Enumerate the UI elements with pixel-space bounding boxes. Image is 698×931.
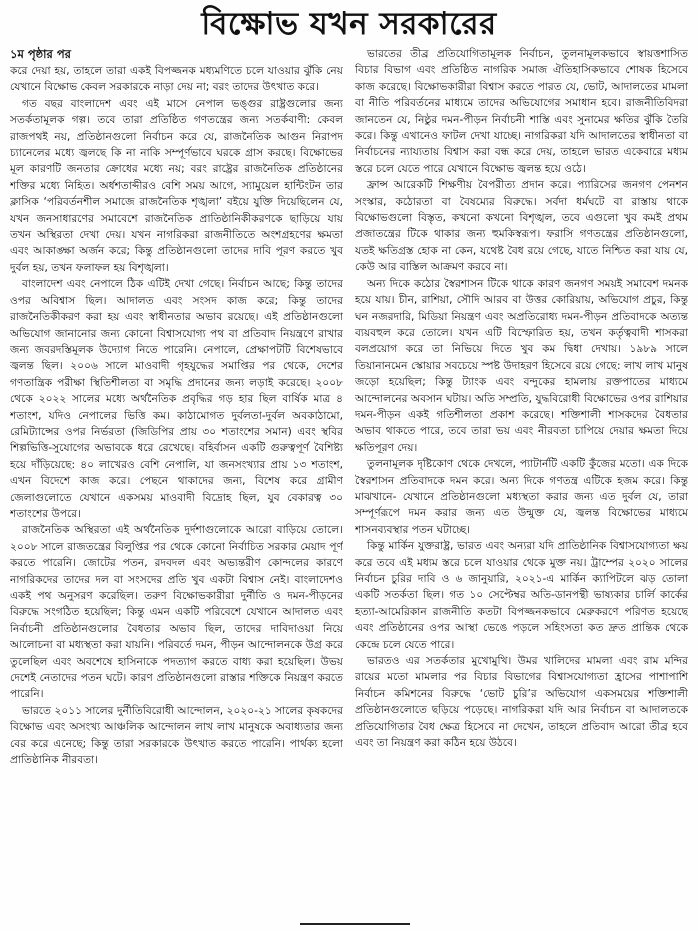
paragraph: তুলনামূলক দৃষ্টিকোণ থেকে দেখলে, প্যাটার্নটি একটি কুঁজের মতো। এক দিকে স্বৈরশাসন প্রতিবাদকে দমন করে। অন্য দিকে গণতন্ত্র এটিকে হজম করে। কিন্তু মাঝখানে- যেখানে প্রতিষ্ঠানগুলো মধ্যস্থতা করার জন্য এত দুর্বল যে, তারা সম্পূর্ণরূপে দমন করার জন্য এত উন্মুক্ত যে, জ্বলন্ত বিক্ষোভের মাধ্যমে শাসনব্যবস্থার পতন ঘটাচ্ছে। [355, 458, 688, 536]
paragraph: ভারতে ২০১১ সালের দুর্নীতিবিরোধী আন্দোলন, ২০২০-২১ সালের কৃষকদের বিক্ষোভ এবং অসংখ্য আঞ্চলিক আন্দোলন লাখ লাখ মানুষকে অবাধ্যতার জন্য বের করে এনেছে; কিন্তু তারা সরকারকে উৎখাত করতে পারেনি। পার্থক্য হলো প্রাতিষ্ঠানিক নীরবতা। [10, 704, 343, 767]
headline: বিক্ষোভ যখন সরকারের [201, 6, 497, 42]
continued-from-page-label: ১ম পৃষ্ঠার পর [10, 47, 71, 61]
article-columns [10, 46, 688, 921]
page-bottom-rule [300, 923, 410, 931]
paragraph: ভারতের তীব্র প্রতিযোগিতামূলক নির্বাচন, তুলনামূলকভাবে স্বায়ত্তশাসিত বিচার বিভাগ এবং প্রতিষ্ঠিত নাগরিক সমাজ ঐতিহাসিকভাবে শোষক হিসেবে কাজ করেছে। বিক্ষোভকারীরা বিশ্বাস করতে পারত যে, ভোট, আদালতের মামলা বা নীতি পরিবর্তনের মাধ্যমে তাদের অভিযোগের সমাধান হবে। রাজনীতিবিদরা জানতেন যে, নিষ্ঠুর দমন-পীড়ন নির্বাচনী শাস্তি এবং সুনামের ক্ষতির ঝুঁকি তৈরি করে। কিন্তু এখানেও ফাটল দেখা যাচ্ছে। নাগরিকরা যদি আদালতের স্বাধীনতা বা নির্বাচনের ন্যায্যতায় বিশ্বাস করা বন্ধ করে দেয়, তাহলে ভারত একেবারে মধ্যম স্তরে চলে যেতে পারে যেখানে বিক্ষোভ জ্বলন্ত হয়ে ওঠে। [355, 48, 688, 175]
paragraph: ফ্রান্স আরেকটি শিক্ষণীয় বৈপরীত্য প্রদান করে। প্যারিসের জনগণ পেনশন সংস্কার, কঠোরতা বা বৈষম্যের বিরুদ্ধে। সর্বদা ধর্মঘটে বা রাস্তায় থাকে বিক্ষোভগুলো বিস্তৃত, কখনো কখনো বিশৃঙ্খল, তবে এগুলো খুব কমই প্রথম প্রজাতন্ত্রের টিকে থাকার জন্য হুমকিস্বরূপ। ফরাসি গণতন্ত্রের প্রতিষ্ঠানগুলো, যতই ক্ষতিগ্রস্ত হোক না কেন, যথেষ্ট বৈধ রয়ে গেছে, যাতে নিশ্চিত করা যায় যে, কেউ আর বাস্তিল আক্রমণ করবে না। [355, 179, 688, 274]
paragraph: ভারতও এর সতর্কতার মুখোমুখি। উমর খালিদের মামলা এবং রাম মন্দির রায়ের মতো মামলার পর বিচার বিভাগের বিশ্বাসযোগ্যতা হ্রাসের পাশাপাশি নির্বাচন কমিশনের বিরুদ্ধে ‘ভোট চুরি’র অভিযোগ একসময়ের শক্তিশালী প্রতিষ্ঠানগুলোতে ছড়িয়ে পড়েছে। নাগরিকরা যদি আর নির্বাচন বা আদালতকে প্রতিযোগিতার বৈধ ক্ষেত্র হিসেবে না দেখেন, তাহলে প্রতিবাদ আরো তীব্র হবে এবং তা নিয়ন্ত্রণ করা কঠিন হয়ে উঠবে। [355, 655, 688, 750]
paragraph: বাংলাদেশ এবং নেপালে ঠিক এটিই দেখা গেছে। নির্বাচন আছে; কিন্তু তাদের ওপর অবিশ্বাস ছিল। আদালত এবং সংসদ কাজ করে; কিন্তু তাদের রাজনৈতিকীকরণ করা হয় এবং স্বাধীনতার অভাব রয়েছে। এই প্রতিষ্ঠানগুলো অভিযোগ জানানোর জন্য কোনো বিশ্বাসযোগ্য পথ বা প্রতিবাদ নিয়ন্ত্রণে রাখার জন্য জবরদস্তিমূলক উদ্যোগ নিতে পারেনি। নেপালে, প্রেক্ষাপটটি বিশেষভাবে জ্বলন্ত ছিল। ২০০৬ সালে মাওবাদী গৃহযুদ্ধের সমাপ্তির পর থেকে, দেশের গণতান্ত্রিক পরীক্ষা স্থিতিশীলতা বা সমৃদ্ধি প্রদানের জন্য লড়াই করেছে। ২০০৮ থেকে ২০২২ সালের মধ্যে অর্থনৈতিক প্রবৃদ্ধির গড় হার ছিল বার্ষিক মাত্র ৪ শতাংশ, যদিও নেপালের ভিত্তি কম। কাঠামোগত দুর্বলতা-দুর্বল অবকাঠামো, রেমিট্যান্সের ওপর নির্ভরতা (জিডিপির প্রায় ৩০ শতাংশের সমান) এবং স্থবির শিল্পভিত্তি-সুযোগের অভাবকে ধরে রেখেছে। বহির্বাসন একটি গুরুত্বপূর্ণ বৈশিষ্ট্য হয়ে দাঁড়িয়েছে: ৪০ লাখেরও বেশি নেপালি, যা জনসংখ্যার প্রায় ১৩ শতাংশ, এখন বিদেশে কাজ করে। পেছনে থাকাদের জন্য, বিশেষ করে গ্রামীণ জেলাগুলোতে যেখানে একসময় মাওবাদী বিদ্রোহ ছিল, যুব বেকারত্ব ৩০ শতাংশের উপরে। [10, 278, 343, 520]
paragraph: রাজনৈতিক অস্থিরতা এই অর্থনৈতিক দুর্দশাগুলোকে আরো বাড়িয়ে তোলে। ২০০৮ সালে রাজতন্ত্রের বিলুপ্তির পর থেকে কোনো নির্বাচিত সরকার মেয়াদ পূর্ণ করতে পারেনি। জোটের পতন, রদবদল এবং অভ্যন্তরীণ কোন্দলের কারণে নাগরিকদের তাদের দল বা সংসদের প্রতি খুব একটা বিশ্বাস নেই। বাংলাদেশও একই পথ অনুসরণ করেছিল। তরুণ বিক্ষোভকারীরা দুর্নীতি ও দমন-পীড়নের বিরুদ্ধে সংগঠিত হয়েছিল; কিন্তু এমন একটি পরিবেশে যেখানে আদালত এবং নির্বাচনী প্রতিষ্ঠানগুলোর বৈধতার অভাব ছিল, তাদের দাবিদাওয়া নিয়ে আলোচনা বা মধ্যস্থতা করা যায়নি। পরিবর্তে দমন, পীড়ন আন্দোলনকে উগ্র করে তুলেছিল এবং অবশেষে হাসিনাকে পদত্যাগ করতে বাধ্য করা হয়েছিল। উভয় দেশেই নেতাদের পতন ঘটে। কারণ প্রতিষ্ঠানগুলো রাস্তার শক্তিকে নিয়ন্ত্রণ করতে পারেনি। [10, 524, 343, 701]
left-column [10, 46, 343, 921]
paragraph: কিন্তু মার্কিন যুক্তরাষ্ট্র, ভারত এবং অন্যরা যদি প্রাতিষ্ঠানিক বিশ্বাসযোগ্যতা ক্ষয় করে তবে এই মধ্যম স্তরে চলে যাওয়ার থেকে মুক্ত নয়। ট্রাম্পের ২০২০ সালের নির্বাচন চুরির দাবি ও ৬ জানুয়ারি, ২০২১-এ মার্কিন ক্যাপিটলে ঝড় তোলা একটি সতর্কতা ছিল। গত ১০ সেপ্টেম্বর অতি-ডানপন্থী ভাষ্যকার চার্লি কার্কের হত্যা-আমেরিকান রাজনীতি কতটা বিপজ্জনকভাবে মেরুকরণে পরিণত হয়েছে এবং প্রতিষ্ঠানের ওপর আস্থা ভেঙে পড়লে সহিংসতা কত দ্রুত প্রান্তিক থেকে কেন্দ্রে চলে যেতে পারে। [355, 540, 688, 651]
paragraph: করে দেয়া হয়, তাহলে তারা একই বিপজ্জনক মধ্যমণিতে চলে যাওয়ার ঝুঁকি নেয় যেখানে বিক্ষোভ কেবল সরকারকে নাড়া দেয় না; বরং তাদের উৎখাত করে। [10, 65, 343, 94]
right-column [355, 46, 688, 921]
paragraph: অন্য দিকে কঠোর স্বৈরশাসন টিকে থাকে কারণ জনগণ সময়ই সমাবেশ দমনক হয়ে যায়। চীন, রাশিয়া, সৌদি আরব বা উত্তর কোরিয়ায়, অভিযোগ প্রচুর, কিন্তু ঘন নজরদারি, মিডিয়া নিয়ন্ত্রণ এবং অপ্রতিরোধ্য দমন-পীড়ন প্রতিবাদকে অত্যন্ত ব্যয়বহুল করে তোলে। যখন এটি বিস্ফোরিত হয়, তখন কর্তৃত্ববাদী শাসকরা বলপ্রয়োগ করে তা নিভিয়ে দিতে খুব কম দ্বিধা দেখায়। ১৯৮৯ সালে তিয়ানানমেন স্কোয়ার সবচেয়ে স্পষ্ট উদাহরণ হিসেবে রয়ে গেছে: লাখ লাখ মানুষ জড়ো হয়েছিল; কিন্তু ট্যাংক এবং বন্দুকের হামলায় রক্তপাতের মাধ্যমে আন্দোলনের অবসান ঘটায়। অতি সম্প্রতি, যুদ্ধবিরোধী বিক্ষোভের ওপর রাশিয়ার দমন-পীড়ন একই গতিশীলতা প্রকাশ করেছে। শক্তিশালী শাসকদের বৈধতার অভাব থাকতে পারে, তবে তারা ভয় এবং নীরবতা চাপিয়ে দেয়ার ক্ষমতা দিয়ে ক্ষতিপূরণ দেয়। [355, 277, 688, 454]
paragraph: গত বছর বাংলাদেশ এবং এই মাসে নেপাল ভঙ্গুর রাষ্ট্রগুলোর জন্য সতর্কতামূলক গল্প। তবে তারা প্রতিষ্ঠিত গণতন্ত্রের জন্য সতর্কবাণী: কেবল রাজপথই নয়, প্রতিষ্ঠানগুলো নির্বাচন করে যে, রাজনৈতিক আগুন নিরাপদ চ্যানেলের মধ্যে জ্বলছে কি না নাকি সম্পূর্ণভাবে ঘরকে গ্রাস করছে। বিক্ষোভের মূল কারণটি জনতার ক্রোধের মধ্যে নয়; বরং রাষ্ট্রের রাজনৈতিক প্রতিষ্ঠানের শক্তির মধ্যে নিহিত। অর্ধশতাব্দীরও বেশি সময় আগে, স্যামুয়েল হান্টিংটন তার ক্লাসিক ‘পরিবর্তনশীল সমাজে রাজনৈতিক শৃঙ্খলা’ বইয়ে যুক্তি দিয়েছিলেন যে, যখন জনসাধারণের সমাবেশে রাজনৈতিক প্রাতিষ্ঠানিকীকরণকে ছাড়িয়ে যায় তখন অস্থিরতা দেখা দেয়। যখন নাগরিকরা রাজনীতিতে অংশগ্রহণের ক্ষমতা এবং আকাঙ্ক্ষা অর্জন করে; কিন্তু প্রতিষ্ঠানগুলো তাদের দাবি পূরণ করতে খুব দুর্বল হয়, তখন ফলাফল হয় বিশৃঙ্খলা। [10, 97, 343, 274]
